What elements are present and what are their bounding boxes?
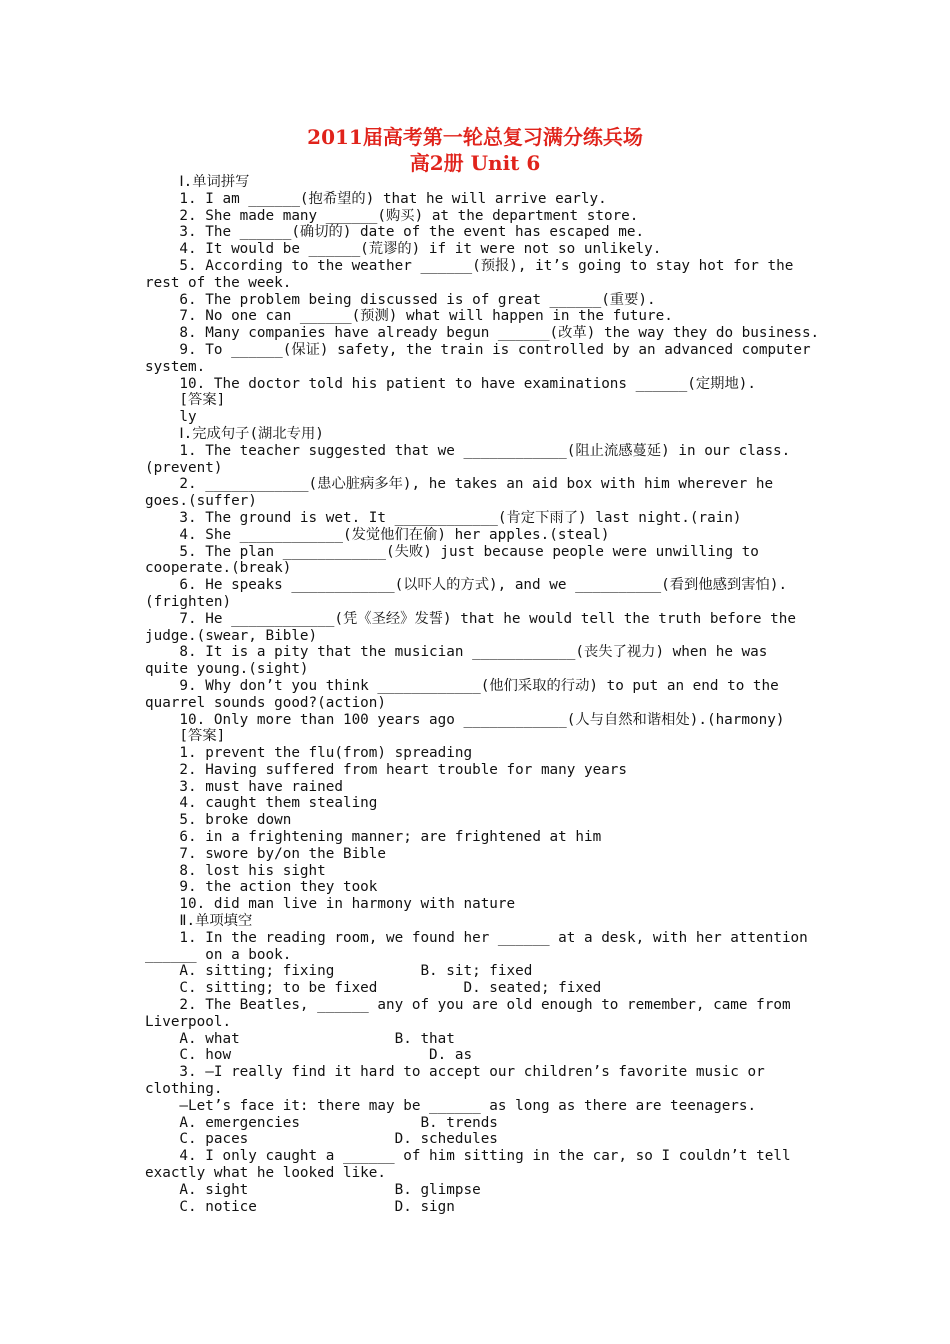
text-line: 2. She made many ______(购买) at the department store. bbox=[145, 207, 639, 224]
text-line: 7. No one can ______(预测) what will happen in the future. bbox=[145, 308, 673, 325]
text-line: (frighten) bbox=[145, 593, 232, 610]
text-line: 7. He ____________(凭《圣经》发誓) that he would tell the truth before the bbox=[145, 610, 796, 627]
text-line: quite young.(sight) bbox=[145, 661, 309, 678]
text-line: Liverpool. bbox=[145, 1013, 232, 1030]
document-subtitle: 高2册 Unit 6 bbox=[409, 151, 541, 175]
text-line: C. how D. as bbox=[145, 1047, 473, 1064]
text-line: 6. He speaks ____________(以吓人的方式), and we __________(看到他感到害怕). bbox=[145, 577, 788, 594]
text-line: ly bbox=[145, 409, 197, 426]
text-line: 3. The ground is wet. It ____________(肯定下雨了) last night.(rain) bbox=[145, 509, 742, 526]
text-line: 3. must have rained bbox=[145, 778, 343, 795]
text-line: C. notice D. sign bbox=[145, 1198, 455, 1215]
text-line: system. bbox=[145, 358, 206, 375]
text-line: 1. I am ______(抱希望的) that he will arrive early. bbox=[145, 190, 607, 207]
text-line: 4. It would be ______(荒谬的) if it were not so unlikely. bbox=[145, 241, 662, 258]
text-line: goes.(suffer) bbox=[145, 493, 257, 510]
text-line: 1. The teacher suggested that we ____________(阻止流感蔓延) in our class. bbox=[145, 442, 791, 459]
text-line: C. sitting; to be fixed D. seated; fixed bbox=[145, 980, 602, 997]
text-line: 9. Why don’t you think ____________(他们采取的行动) to put an end to the bbox=[145, 677, 779, 694]
text-line: Ⅰ.完成句子(湖北专用) bbox=[145, 425, 324, 442]
text-line: 5. broke down bbox=[145, 812, 292, 829]
text-line: 8. Many companies have already begun ______(改革) the way they do business. bbox=[145, 325, 820, 342]
text-line: 1. prevent the flu(from) spreading bbox=[145, 745, 473, 762]
text-line: 5. The plan ____________(失败) just because people were unwilling to bbox=[145, 543, 759, 560]
text-line: 8. It is a pity that the musician ____________(丧失了视力) when he was bbox=[145, 644, 768, 661]
text-line: cooperate.(break) bbox=[145, 560, 292, 577]
text-line: 4. caught them stealing bbox=[145, 795, 378, 812]
text-line: A. emergencies B. trends bbox=[145, 1114, 498, 1131]
text-line: [答案] bbox=[145, 728, 226, 745]
text-line: 3. —I really find it hard to accept our children’s favorite music or bbox=[145, 1064, 765, 1081]
text-line: judge.(swear, Bible) bbox=[145, 627, 318, 644]
text-line: C. paces D. schedules bbox=[145, 1131, 498, 1148]
text-line: A. sitting; fixing B. sit; fixed bbox=[145, 963, 533, 980]
text-line: —Let’s face it: there may be ______ as long as there are teenagers. bbox=[145, 1097, 757, 1114]
text-line: quarrel sounds good?(action) bbox=[145, 694, 387, 711]
text-line: Ⅰ.单词拼写 bbox=[145, 174, 250, 190]
text-line: 1. In the reading room, we found her ______ at a desk, with her attention bbox=[145, 929, 808, 946]
text-line: 10. Only more than 100 years ago ____________(人与自然和谐相处).(harmony) bbox=[145, 711, 785, 728]
text-line: 2. The Beatles, ______ any of you are old enough to remember, came from bbox=[145, 997, 791, 1014]
text-line: 7. swore by/on the Bible bbox=[145, 845, 387, 862]
text-line: [答案] bbox=[145, 392, 226, 409]
text-line: exactly what he looked like. bbox=[145, 1165, 387, 1182]
text-line: 9. the action they took bbox=[145, 879, 378, 896]
text-line: 8. lost his sight bbox=[145, 862, 326, 879]
text-line: 4. She ____________(发觉他们在偷) her apples.(steal) bbox=[145, 526, 610, 543]
text-line: 5. According to the weather ______(预报), it’s going to stay hot for the bbox=[145, 257, 794, 274]
text-line: 2. ____________(患心脏病多年), he takes an aid box with him wherever he bbox=[145, 476, 774, 493]
text-line: A. sight B. glimpse bbox=[145, 1181, 481, 1198]
text-line: A. what B. that bbox=[145, 1030, 455, 1047]
text-line: 3. The ______(确切的) date of the event has escaped me. bbox=[145, 224, 645, 241]
text-line: 10. The doctor told his patient to have examinations ______(定期地). bbox=[145, 375, 756, 392]
text-line: Ⅱ.单项填空 bbox=[145, 913, 253, 930]
text-line: 2. Having suffered from heart trouble for many years bbox=[145, 761, 628, 778]
text-line: clothing. bbox=[145, 1081, 223, 1098]
document-body bbox=[145, 174, 820, 1215]
text-line: 6. in a frightening manner; are frightened at him bbox=[145, 829, 602, 846]
text-line: (prevent) bbox=[145, 459, 223, 476]
document-title: 2011届高考第一轮总复习满分练兵场 bbox=[307, 125, 643, 149]
text-line: rest of the week. bbox=[145, 274, 292, 291]
text-line: 4. I only caught a ______ of him sitting in the car, so I couldn’t tell bbox=[145, 1148, 791, 1165]
text-line: 6. The problem being discussed is of great ______(重要). bbox=[145, 291, 656, 308]
text-line: ______ on a book. bbox=[145, 946, 292, 963]
text-line: 9. To ______(保证) safety, the train is controlled by an advanced computer bbox=[145, 341, 811, 358]
text-line: 10. did man live in harmony with nature bbox=[145, 896, 516, 913]
